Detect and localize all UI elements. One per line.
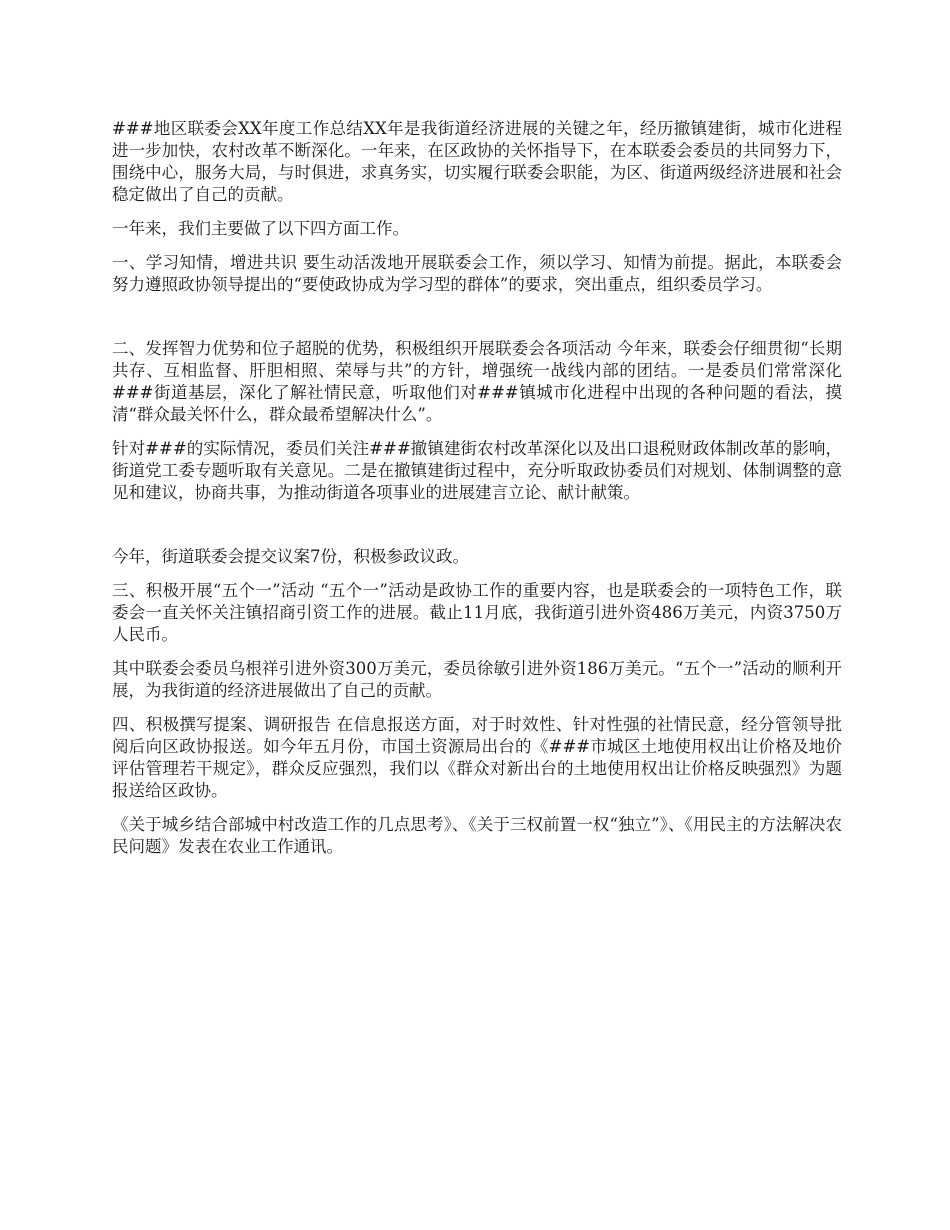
- paragraph-section-3-detail: 其中联委会委员乌根祥引进外资300万美元，委员徐敏引进外资186万美元。“五个一”活动的顺利开展，为我街道的经济进展做出了自己的贡献。: [112, 659, 842, 700]
- paragraph-section-3: 三、积极开展“五个一”活动 “五个一”活动是政协工作的重要内容，也是联委会的一项特色工作，联委会一直关怀关注镇招商引资工作的进展。截止11月底，我街道引进外资486万美元，内资3750万人民币。: [112, 581, 842, 644]
- paragraph-overview: 一年来，我们主要做了以下四方面工作。: [112, 219, 409, 238]
- paragraph-section-2: 二、发挥智力优势和位子超脱的优势，积极组织开展联委会各项活动 今年来，联委会仔细贯彻“长期共存、互相监督、肝胆相照、荣辱与共”的方针，增强统一战线内部的团结。一是委员们常常深化###街道基层，深化了解社情民意，听取他们对###镇城市化进程中出现的各种问题的看法，摸清“群众最关怀什么，群众最希望解决什么”。: [112, 339, 842, 424]
- paragraph-proposals: 今年，街道联委会提交议案7份，积极参政议政。: [112, 547, 469, 566]
- paragraph-intro: ###地区联委会XX年度工作总结XX年是我街道经济进展的关键之年，经历撤镇建街，城市化进程进一步加快，农村改革不断深化。一年来，在区政协的关怀指导下，在本联委会委员的共同努力下，围绕中心，服务大局，与时俱进，求真务实，切实履行联委会职能，为区、街道两级经济进展和社会稳定做出了自己的贡献。: [112, 119, 842, 204]
- paragraph-section-4: 四、积极撰写提案、调研报告 在信息报送方面，对于时效性、针对性强的社情民意，经分管领导批阅后向区政协报送。如今年五月份，市国土资源局出台的《###市城区土地使用权出让价格及地价评估管理若干规定》，群众反应强烈，我们以《群众对新出台的土地使用权出让价格反映强烈》为题报送给区政协。: [112, 715, 842, 800]
- paragraph-gap: [112, 516, 842, 546]
- paragraph-gap: [112, 308, 842, 338]
- paragraph-publications: 《关于城乡结合部城中村改造工作的几点思考》、《关于三权前置一权“独立”》、《用民主的方法解决农民问题》发表在农业工作通讯。: [112, 815, 842, 856]
- document-body: [112, 118, 842, 870]
- paragraph-section-1: 一、学习知情，增进共识 要生动活泼地开展联委会工作，须以学习、知情为前提。据此，本联委会努力遵照政协领导提出的“要使政协成为学习型的群体”的要求，突出重点，组织委员学习。: [112, 253, 842, 294]
- paragraph-section-2-detail: 针对###的实际情况，委员们关注###撤镇建街农村改革深化以及出口退税财政体制改革的影响，街道党工委专题听取有关意见。二是在撤镇建街过程中，充分听取政协委员们对规划、体制调整的意见和建议，协商共事，为推动街道各项事业的进展建言立论、献计献策。: [112, 439, 842, 502]
